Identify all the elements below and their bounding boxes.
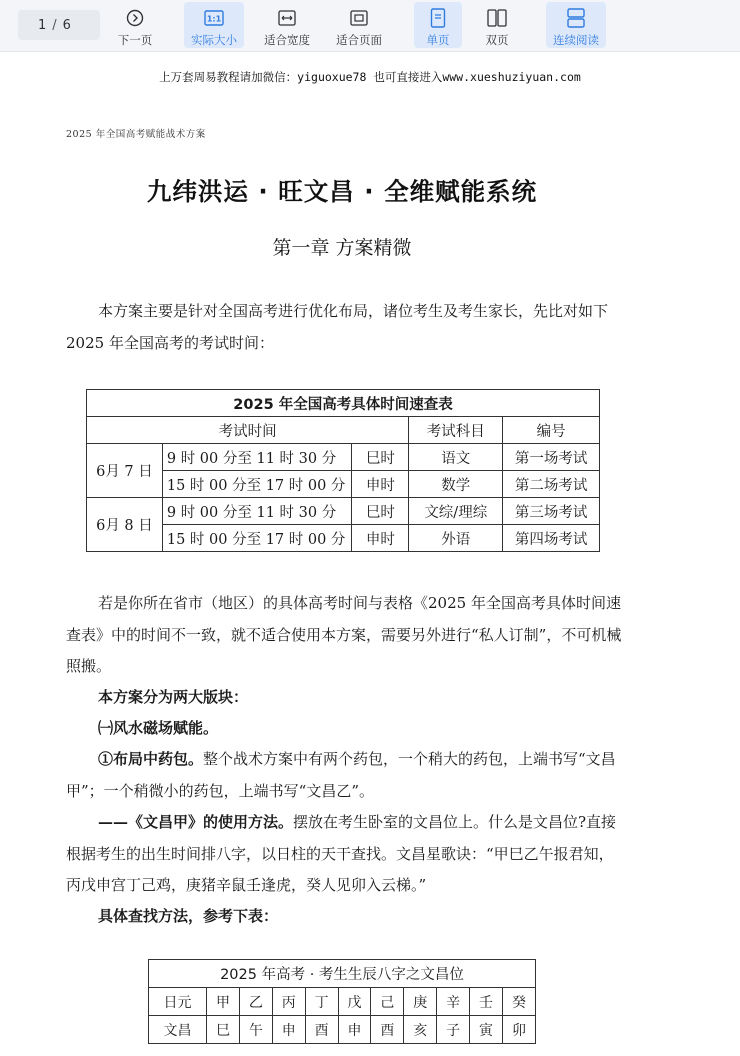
two-parts-heading: 本方案分为两大版块：	[98, 688, 249, 706]
table-cell: 己	[371, 988, 404, 1016]
page-indicator[interactable]	[18, 10, 100, 40]
table-row	[87, 498, 600, 525]
shichen-cell: 申时	[352, 525, 409, 552]
viewer-toolbar	[0, 0, 740, 52]
id-cell: 第一场考试	[503, 444, 600, 471]
table-cell: 丙	[272, 988, 305, 1016]
id-cell: 第二场考试	[503, 471, 600, 498]
table-cell: 乙	[239, 988, 272, 1016]
document-title: 九纬洪运 · 旺文昌 · 全维赋能系统	[146, 177, 538, 206]
table-cell: 卯	[502, 1016, 535, 1044]
usage-lead: ——《文昌甲》的使用方法。	[98, 813, 294, 831]
time-cell: 15 时 00 分至 17 时 00 分	[162, 525, 352, 552]
single-page-button[interactable]: 单页	[414, 2, 462, 48]
subject-cell: 外语	[409, 525, 503, 552]
table-cell: 壬	[470, 988, 503, 1016]
table-cell: 戊	[338, 988, 371, 1016]
table-cell: 亥	[404, 1016, 437, 1044]
id-cell: 第三场考试	[503, 498, 600, 525]
row-label: 日元	[149, 988, 207, 1016]
single-page-icon	[428, 8, 448, 28]
time-cell: 15 时 00 分至 17 时 00 分	[162, 471, 352, 498]
usage-paragraph	[66, 807, 626, 902]
table-cell: 癸	[502, 988, 535, 1016]
item1-lead: ①布局中药包。	[98, 750, 204, 768]
header-exam-time: 考试时间	[87, 417, 409, 444]
wenchang-table	[148, 959, 536, 1044]
chapter-title: 第一章 方案精微	[272, 237, 412, 259]
table-row	[87, 444, 600, 471]
day-cell: 6月 8 日	[87, 498, 163, 552]
header-id: 编号	[503, 417, 600, 444]
shichen-cell: 巳时	[352, 498, 409, 525]
continuous-read-button[interactable]: 连续阅读	[546, 2, 606, 48]
mismatch-paragraph: 若是你所在省市（地区）的具体高考时间与表格《2025 年全国高考具体时间速查表》中的时间不一致，就不适合使用本方案，需要另外进行“私人订制”，不可机械照搬。	[66, 594, 622, 675]
table-cell: 申	[272, 1016, 305, 1044]
table-cell: 庚	[404, 988, 437, 1016]
shichen-cell: 巳时	[352, 444, 409, 471]
wenchang-caption: 2025 年高考 · 考生生辰八字之文昌位	[149, 960, 536, 988]
svg-text:1:1: 1:1	[206, 14, 222, 24]
id-cell: 第四场考试	[503, 525, 600, 552]
time-cell: 9 时 00 分至 11 时 30 分	[162, 498, 352, 525]
subject-cell: 语文	[409, 444, 503, 471]
table-cell: 丁	[305, 988, 338, 1016]
shichen-cell: 申时	[352, 471, 409, 498]
subject-cell: 文综/理综	[409, 498, 503, 525]
item1-paragraph	[66, 744, 626, 807]
page-total: 6	[62, 17, 71, 33]
table-row	[149, 988, 536, 1016]
item1-body: 整个战术方案中有两个药包，一个稍大的药包，上端书写“文昌甲”；一个稍微小的药包，上端书写“文昌乙”。	[66, 750, 616, 800]
next-page-icon	[125, 8, 145, 28]
intro-paragraph: 本方案主要是针对全国高考进行优化布局，诸位考生及考生家长，先比对如下 2025 年全国高考的考试时间：	[66, 302, 609, 352]
table-cell: 甲	[207, 988, 240, 1016]
header-subject: 考试科目	[409, 417, 503, 444]
actual-size-button[interactable]: 1:1 实际大小	[184, 2, 244, 48]
fit-page-icon	[349, 8, 369, 28]
table-cell: 酉	[305, 1016, 338, 1044]
fit-width-button[interactable]: 适合宽度	[258, 2, 316, 48]
row-label: 文昌	[149, 1016, 207, 1044]
table-row	[87, 525, 600, 552]
page-separator: /	[52, 17, 57, 33]
continuous-read-icon	[566, 8, 586, 28]
document-page	[0, 53, 740, 1056]
actual-size-icon	[204, 8, 224, 28]
table-cell: 申	[338, 1016, 371, 1044]
day-cell: 6月 7 日	[87, 444, 163, 498]
table-cell: 酉	[371, 1016, 404, 1044]
table-cell: 子	[437, 1016, 470, 1044]
time-cell: 9 时 00 分至 11 时 30 分	[162, 444, 352, 471]
promo-banner: 上万套周易教程请加微信：yiguoxue78 也可直接进入www.xueshuziyuan.com	[159, 70, 581, 84]
exam-schedule-table	[86, 389, 600, 552]
usage-body: 摆放在考生卧室的文昌位上。什么是文昌位?直接根据考生的出生时间排八字，以日柱的天干查找。文昌星歌诀：“甲巳乙午报君知，丙戊申宫丁己鸡，庚猪辛鼠壬逢虎，癸人见卯入云梯。”	[66, 813, 617, 894]
table-row	[87, 471, 600, 498]
lookup-heading: 具体查找方法，参考下表：	[98, 907, 279, 925]
double-page-button[interactable]: 双页	[474, 2, 520, 48]
table-cell: 巳	[207, 1016, 240, 1044]
table-cell: 午	[239, 1016, 272, 1044]
table-row	[149, 1016, 536, 1044]
schedule-caption: 2025 年全国高考具体时间速查表	[87, 390, 600, 417]
fit-width-icon	[277, 8, 297, 28]
double-page-icon	[487, 8, 507, 28]
subject-cell: 数学	[409, 471, 503, 498]
next-page-button[interactable]: 下一页	[112, 2, 158, 48]
part1-heading: ㈠风水磁场赋能。	[98, 719, 219, 737]
page-current: 1	[38, 17, 47, 33]
fit-page-button[interactable]: 适合页面	[330, 2, 388, 48]
table-cell: 寅	[470, 1016, 503, 1044]
table-cell: 辛	[437, 988, 470, 1016]
running-head: 2025 年全国高考赋能战术方案	[66, 129, 206, 140]
